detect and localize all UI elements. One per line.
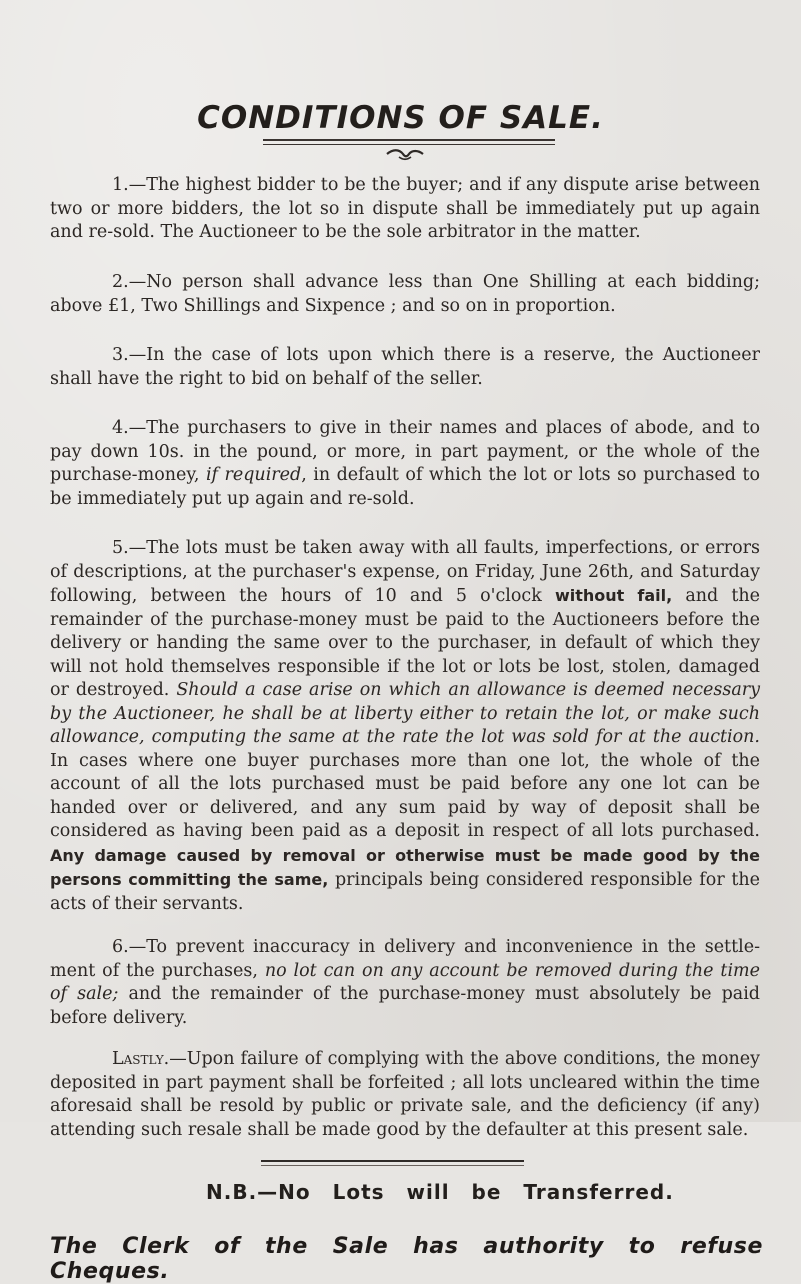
condition-5-text-a: 5.—The lots must be taken away with all faults, imperfections, or errors of descriptions, at the purchaser's expense, on Friday, June 26th, and Saturday following, between the hours of 10 and 5 o'clock <box>50 538 760 606</box>
condition-5-paragraph <box>50 537 760 916</box>
condition-lastly-text: —Upon failure of complying with the above conditions, the money deposited in part payment shall be forfeited ; all lots uncleared within the time aforesaid shall be resold by public or private sale, and the deficiency (if any) attending such resale shall be made good by the defaulter at this present sale. <box>50 1049 760 1140</box>
condition-2-text: 2.—No person shall advance less than One Shilling at each bidding; above £1, Two Shillings and Sixpence ; and so on in proportion. <box>50 272 760 316</box>
page-title: CONDITIONS OF SALE. <box>197 100 604 136</box>
condition-5 <box>50 537 760 916</box>
condition-6 <box>50 936 760 1030</box>
condition-lastly-heading: Lastly. <box>112 1049 170 1069</box>
condition-5-text-g: principals being considered responsible for the acts of their servants. <box>50 870 760 914</box>
condition-5-bold-damage: Any damage caused by removal or otherwise must be made good by the persons committing the same, <box>50 845 760 889</box>
condition-6-text-c: and the remainder of the purchase-money must absolutely be paid before delivery. <box>50 984 760 1028</box>
condition-3 <box>50 344 760 391</box>
condition-1-text: 1.—The highest bidder to be the buyer; and if any dispute arise between two or more bidders, the lot so in dispute shall be immediately put up again and re-sold. The Auctioneer to be the sole arbitrator in the matter. <box>50 175 760 242</box>
condition-lastly-paragraph <box>50 1048 760 1142</box>
clerk-note: The Clerk of the Sale has authority to refuse Cheques. <box>50 1234 763 1284</box>
condition-3-text: 3.—In the case of lots upon which there is a reserve, the Auctioneer shall have the right to bid on behalf of the seller. <box>50 345 760 389</box>
nb-note: N.B.—No Lots will be Transferred. <box>206 1180 674 1204</box>
condition-lastly <box>50 1048 760 1142</box>
condition-6-italic: no lot can on any account be removed during the time of sale; <box>50 960 761 1004</box>
condition-4-text-a: 4.—The purchasers to give in their names and places of abode, and to pay down 10s. in the pound, or more, in part payment, or the whole of the purchase-money, <box>50 418 760 485</box>
condition-5-bold-without-fail: without fail, <box>554 586 673 605</box>
condition-4-emphasis: if required <box>205 465 302 485</box>
condition-2 <box>50 271 760 318</box>
title-rule-divider <box>263 139 555 145</box>
flourish-ornament-icon <box>385 146 425 162</box>
condition-5-text-e: In cases where one buyer purchases more than one lot, the whole of the account of all the lots purchased must be paid before any one lot can be handed over or delivered, and any sum paid by way of deposit shall be considered as having been paid as a deposit in respect of all lots purchased. <box>50 750 760 841</box>
condition-4 <box>50 417 760 511</box>
condition-4-paragraph <box>50 417 760 511</box>
condition-6-text-a: 6.—To prevent inaccuracy in delivery and inconvenience in the settle-ment of the purchases, <box>50 937 760 981</box>
condition-4-text-c: , in default of which the lot or lots so purchased to be immediately put up again and re-sold. <box>50 465 760 509</box>
bottom-rule-divider <box>261 1160 524 1166</box>
condition-5-text-c: and the remainder of the purchase-money must be paid to the Auctioneers before the delivery or handing the same over to the purchaser, in default of which they will not hold themselves responsible if the lot or lots be lost, stolen, damaged or destroyed. <box>50 586 760 700</box>
condition-5-italic-allowance: Should a case arise on which an allowance is deemed necessary by the Auctioneer, he shall be at liberty either to retain the lot, or make such allowance, computing the same at the rate the lot was sold for at the auction. <box>50 680 760 747</box>
condition-1 <box>50 174 760 245</box>
condition-6-paragraph <box>50 936 760 1030</box>
